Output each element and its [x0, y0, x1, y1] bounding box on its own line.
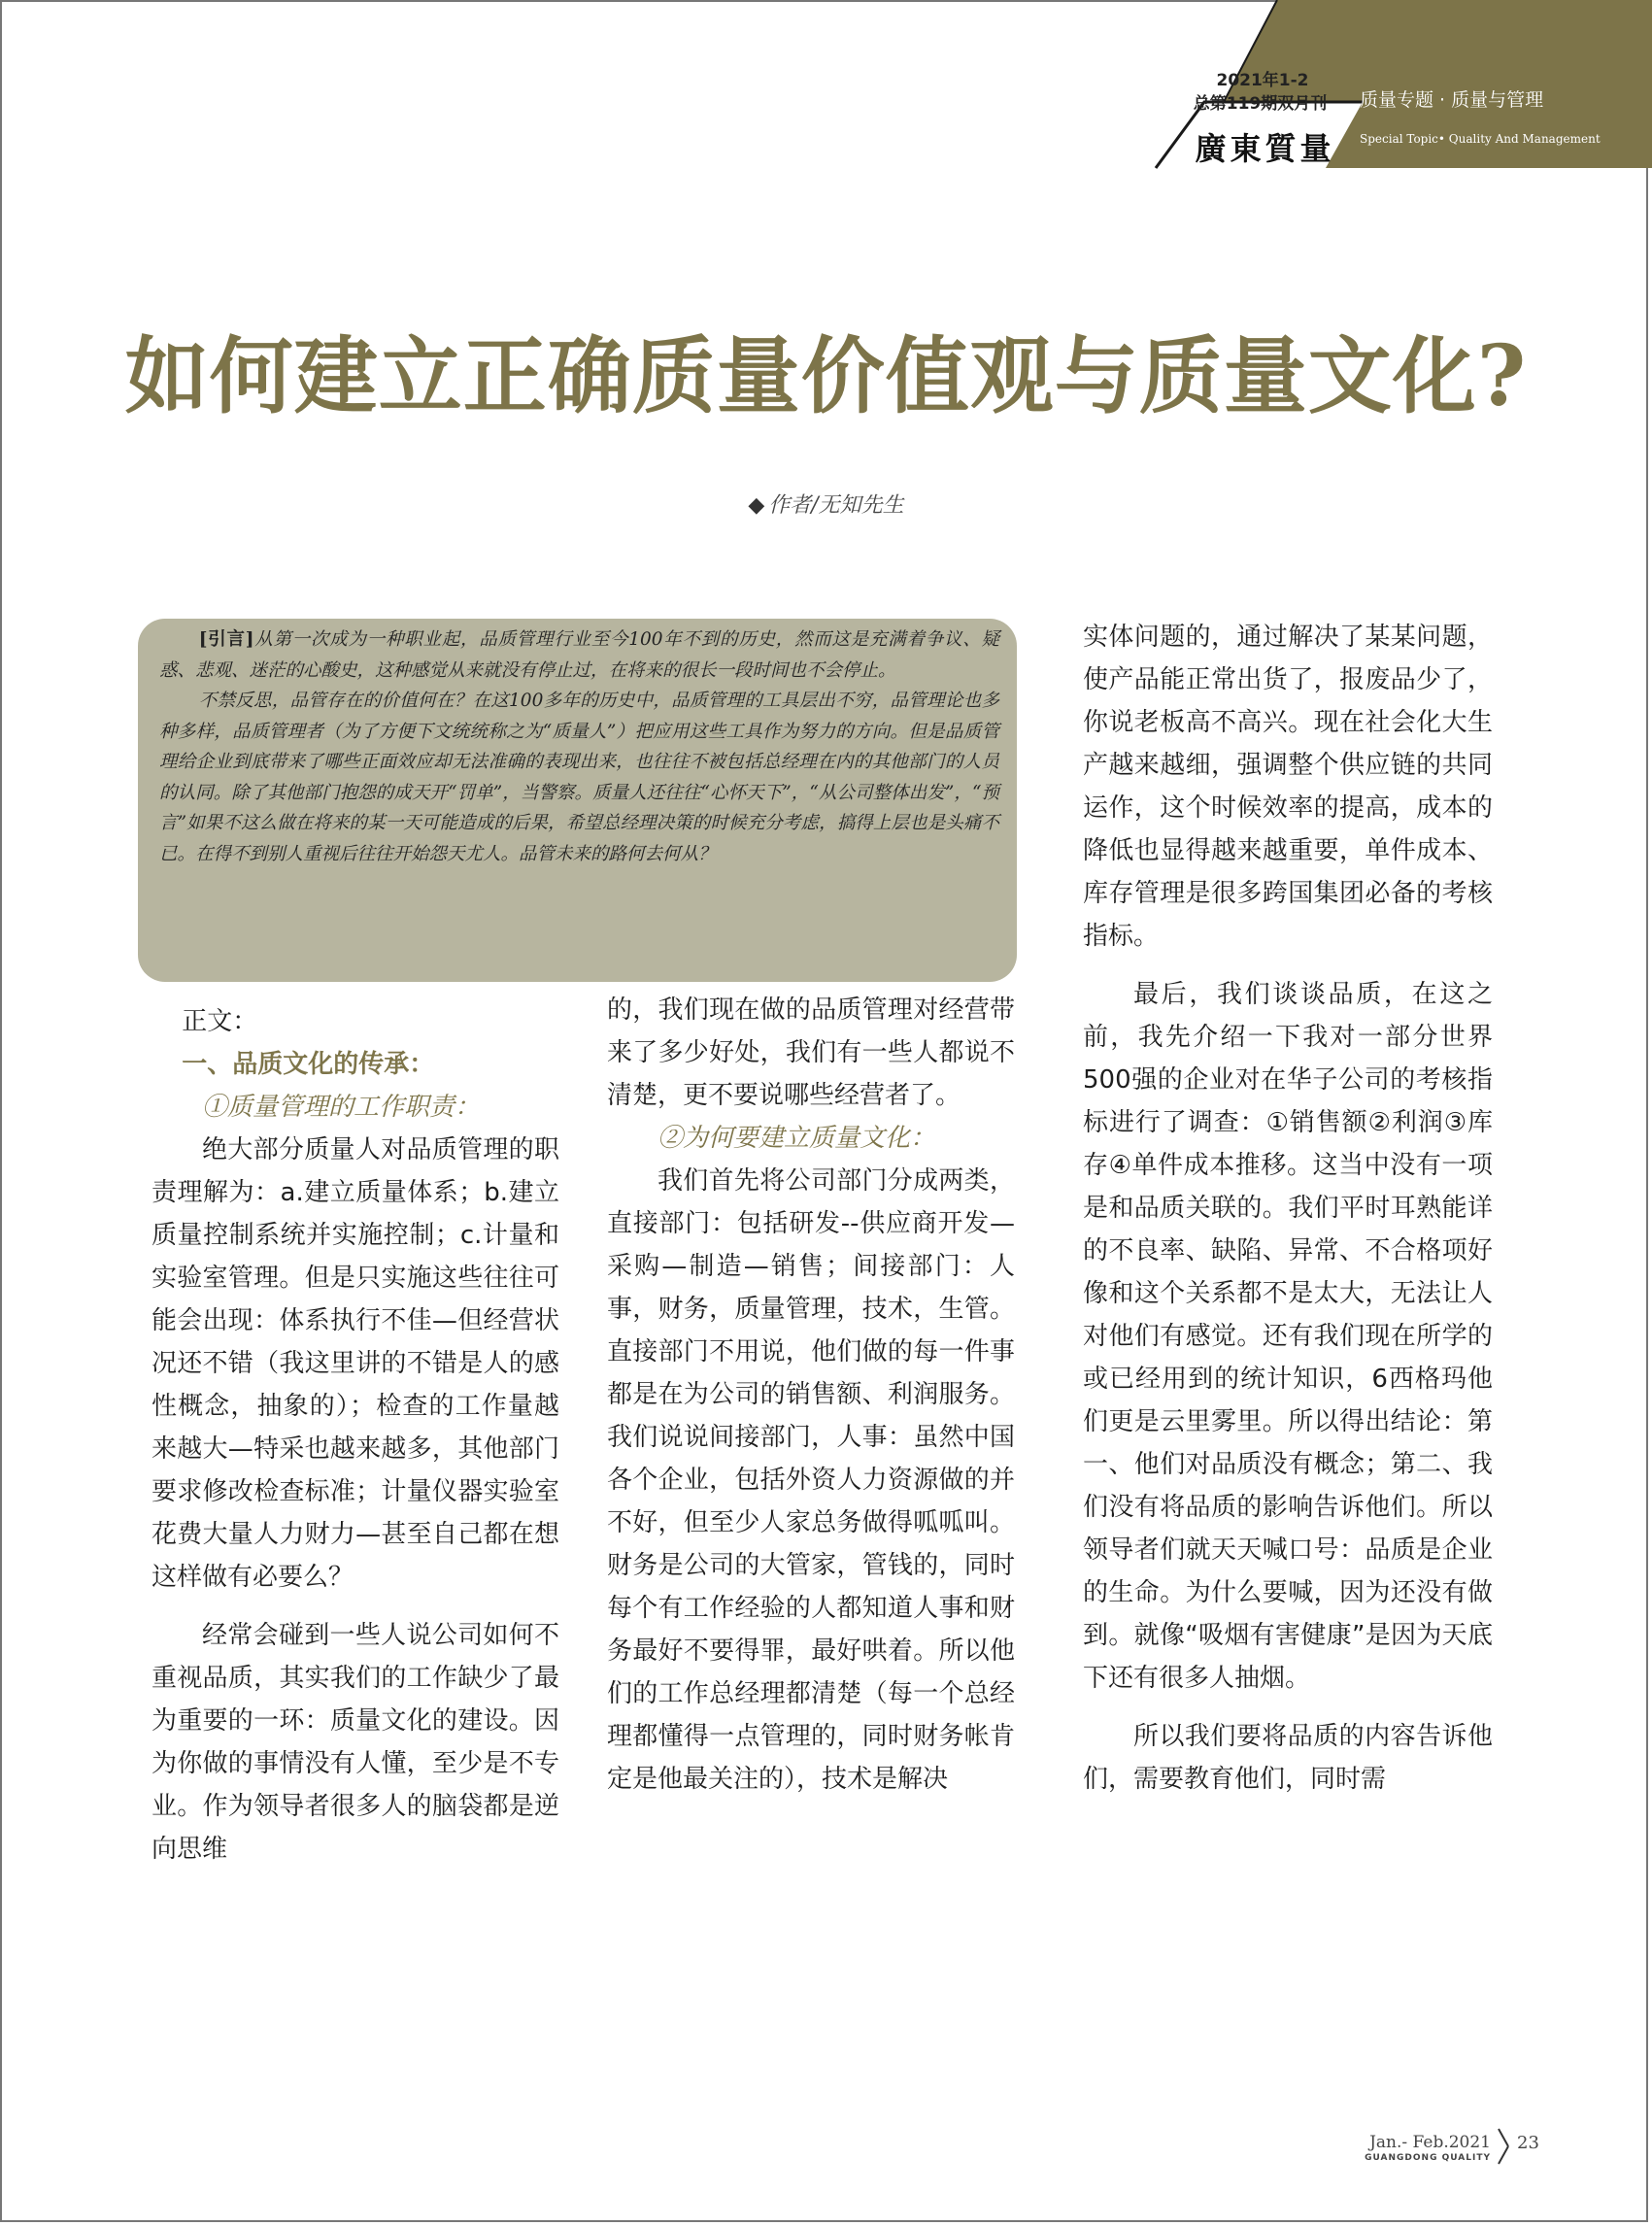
magazine-logo: 廣東質量	[1195, 130, 1335, 167]
body-column-1	[152, 1000, 559, 1871]
page-number: 23	[1517, 2133, 1539, 2153]
footer-date: Jan.- Feb.2021	[1369, 2133, 1491, 2152]
article-title: 如何建立正确质量价值观与质量文化?	[124, 327, 1528, 425]
subheading-1: ①质量管理的工作职责：	[202, 1093, 481, 1122]
abstract-text-1: 从第一次成为一种职业起，品质管理行业至今100年不到的历史，然而这是充满着争议、疑惑、悲观、迷茫的心酸史，这种感觉从来就没有停止过，在将来的很长一段时间也不会停止。	[159, 629, 999, 681]
abstract-tag: [引言]	[198, 629, 254, 650]
diamond-icon: ◆	[748, 493, 765, 518]
body-paragraph: 的，我们现在做的品质管理对经营带来了多少好处，我们有一些人都说不清楚，更不要说哪些经营者了。	[607, 995, 1015, 1110]
body-paragraph: 经常会碰到一些人说公司如何不重视品质，其实我们的工作缺少了最为重要的一环：质量文化的建设。因为你做的事情没有人懂，至少是不专业。作为领导者很多人的脑袋都是逆向思维	[152, 1621, 559, 1864]
footer-magazine: GUANGDONG QUALITY	[1365, 2153, 1491, 2163]
issue-date: 2021年1-2	[1216, 71, 1309, 90]
body-column-2	[607, 989, 1015, 1801]
abstract-box	[138, 619, 1017, 982]
author-name: 作者/无知先生	[768, 493, 904, 518]
footer-divider	[1497, 2125, 1512, 2168]
body-paragraph: 所以我们要将品质的内容告诉他们，需要教育他们，同时需	[1083, 1722, 1493, 1794]
subheading-2: ②为何要建立质量文化：	[657, 1124, 936, 1153]
body-column-3	[1083, 616, 1493, 1801]
section-topic-en: Special Topic• Quality And Management	[1360, 132, 1601, 146]
body-label: 正文：	[182, 1007, 258, 1036]
body-paragraph: 我们首先将公司部门分成两类，直接部门：包括研发--供应商开发—采购—制造—销售；间接部门：人事，财务，质量管理，技术，生管。直接部门不用说，他们做的每一件事都是在为公司的销售额、利润服务。我们说说间接部门，人事：虽然中国各个企业，包括外资人力资源做的并不好，但至少人家总务做得呱呱叫。财务是公司的大管家，管钱的，同时每个有工作经验的人都知道人事和财务最好不要得罪，最好哄着。所以他们的工作总经理都清楚（每一个总经理都懂得一点管理的，同时财务帐肯定是他最关注的），技术是解决	[607, 1166, 1015, 1794]
body-paragraph: 绝大部分质量人对品质管理的职责理解为：a.建立质量体系；b.建立质量控制系统并实施控制；c.计量和实验室管理。但是只实施这些往往可能会出现：体系执行不佳—但经营状况还不错（我这里讲的不错是人的感性概念，抽象的）；检查的工作量越来越大—特采也越来越多，其他部门要求修改检查标准；计量仪器实验室花费大量人力财力—甚至自己都在想这样做有必要么？	[152, 1135, 559, 1592]
body-paragraph: 最后，我们谈谈品质，在这之前，我先介绍一下我对一部分世界500强的企业对在华子公司的考核指标进行了调查：①销售额②利润③库存④单件成本推移。这当中没有一项是和品质关联的。我们平时耳熟能详的不良率、缺陷、异常、不合格项好像和这个关系都不是太大，无法让人对他们有感觉。还有我们现在所学的或已经用到的统计知识，6西格玛他们更是云里雾里。所以得出结论：第一、他们对品质没有概念；第二、我们没有将品质的影响告诉他们。所以领导者们就天天喊口号：品质是企业的生命。为什么要喊，因为还没有做到。就像“吸烟有害健康”是因为天底下还有很多人抽烟。	[1083, 980, 1493, 1693]
body-paragraph: 实体问题的，通过解决了某某问题，使产品能正常出货了，报废品少了，你说老板高不高兴。现在社会化大生产越来越细，强调整个供应链的共同运作，这个时候效率的提高，成本的降低也显得越来越重要，单件成本、库存管理是很多跨国集团必备的考核指标。	[1083, 623, 1493, 951]
section-heading-1: 一、品质文化的传承：	[182, 1050, 435, 1079]
section-topic-cn: 质量专题 · 质量与管理	[1360, 89, 1544, 111]
issue-number: 总第119期双月刊	[1193, 94, 1328, 114]
article-author	[0, 489, 1652, 519]
abstract-paragraph-1	[159, 624, 999, 686]
abstract-paragraph-2: 不禁反思，品管存在的价值何在？在这100多年的历史中，品质管理的工具层出不穷，品管理论也多种多样，品质管理者（为了方便下文统统称之为“质量人”）把应用这些工具作为努力的方向。但是品质管理给企业到底带来了哪些正面效应却无法准确的表现出来，也往往不被包括总经理在内的其他部门的人员的认同。除了其他部门抱怨的成天开“罚单”，当警察。质量人还往往“心怀天下”，“从公司整体出发”，“预言”如果不这么做在将来的某一天可能造成的后果，希望总经理决策的时候充分考虑，搞得上层也是头痛不已。在得不到别人重视后往往开始怨天尤人。品管未来的路何去何从？	[159, 691, 999, 864]
